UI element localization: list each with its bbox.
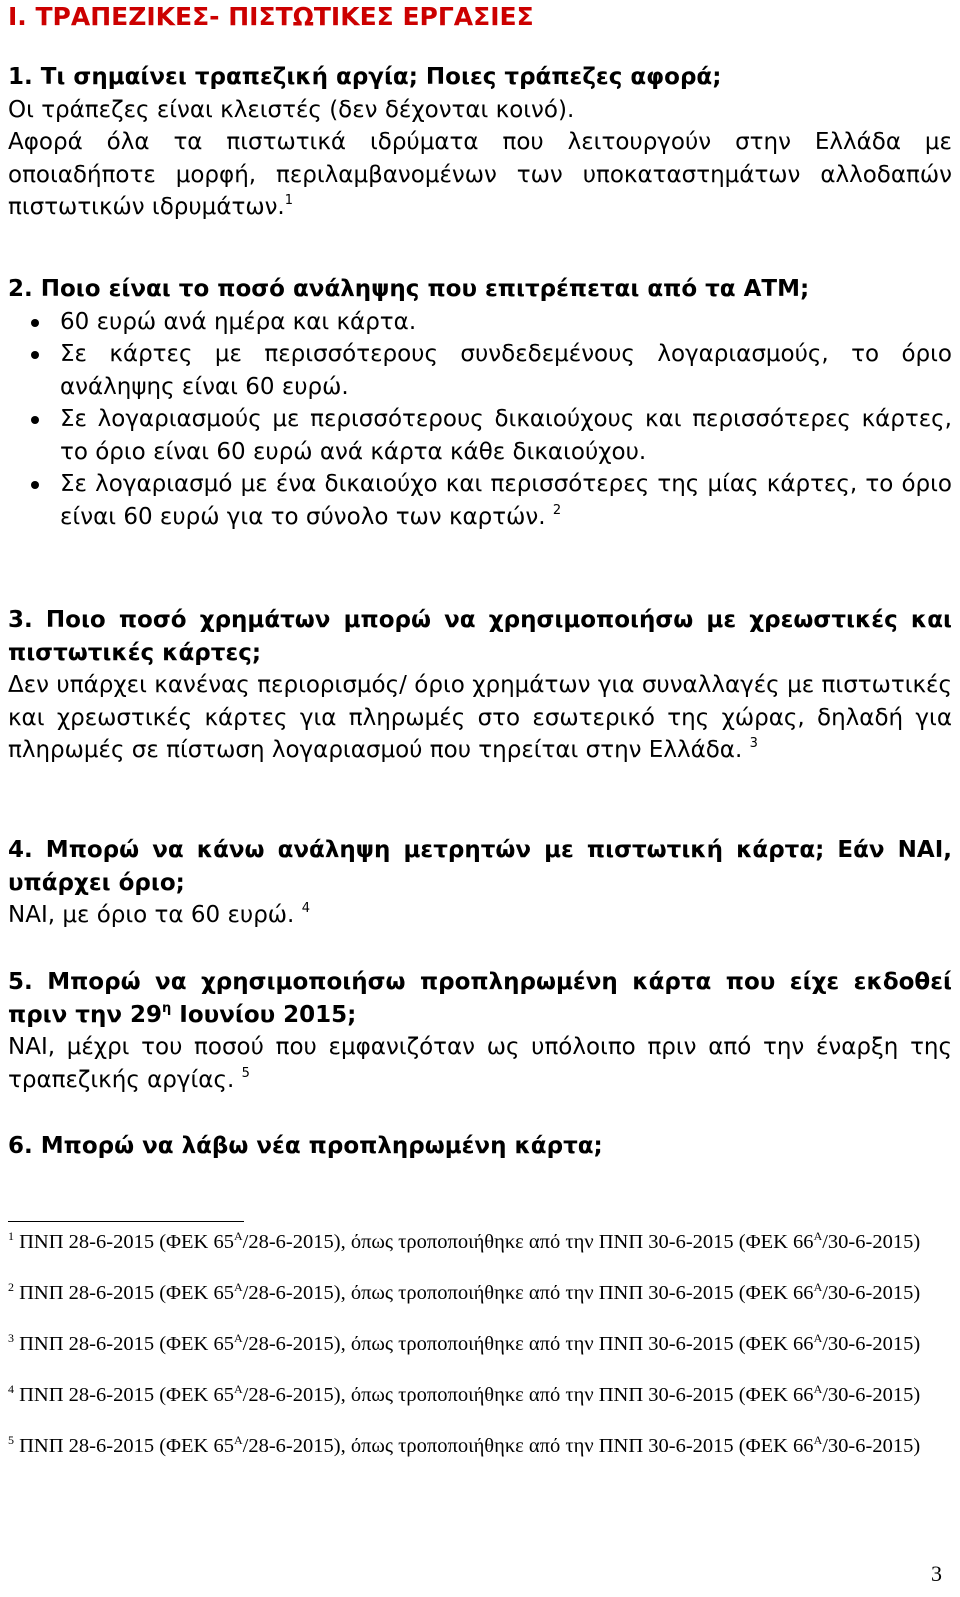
footnote-number: 3	[8, 1331, 14, 1345]
footnote-text: ΠΝΠ 28-6-2015 (ΦΕΚ 65	[14, 1231, 234, 1253]
footnote-text: /28-6-2015), όπως τροποποιήθηκε από την ΠΝΠ 30-6-2015 (ΦΕΚ 66	[242, 1333, 814, 1355]
footnote-text: /30-6-2015)	[822, 1231, 921, 1253]
footnote-sup: Α	[813, 1433, 823, 1447]
footnote-separator	[8, 1221, 244, 1222]
footnote-text: /30-6-2015)	[822, 1282, 921, 1304]
faq-item-5	[8, 966, 952, 1096]
footnote-sup: Α	[813, 1280, 823, 1294]
footnote-number: 5	[8, 1433, 14, 1447]
footnote-text: /28-6-2015), όπως τροποποιήθηκε από την ΠΝΠ 30-6-2015 (ΦΕΚ 66	[242, 1282, 814, 1304]
answer-3-text: Δεν υπάρχει κανένας περιορισμός/ όριο χρημάτων για συναλλαγές με πιστωτικές και χρεωστικές κάρτες για πληρωμές στο εσωτερικό της χώρας, δηλαδή για πληρωμές σε πίστωση λογαριασμού που τηρείται στην Ελλάδα.	[8, 672, 952, 763]
section-title: I. ΤΡΑΠΕΖΙΚΕΣ- ΠΙΣΤΩΤΙΚΕΣ ΕΡΓΑΣΙΕΣ	[8, 2, 534, 31]
bullet-icon	[31, 351, 39, 359]
footnote-text: ΠΝΠ 28-6-2015 (ΦΕΚ 65	[14, 1282, 234, 1304]
question-6: 6. Μπορώ να λάβω νέα προπληρωμένη κάρτα;	[8, 1133, 603, 1159]
footnote-1	[8, 1230, 952, 1256]
question-5-text-end: Ιουνίου 2015;	[171, 1001, 357, 1028]
bullet-icon	[31, 481, 39, 489]
list-item	[8, 306, 952, 339]
footnote-text: /30-6-2015)	[822, 1333, 921, 1355]
footnote-number: 1	[8, 1229, 14, 1243]
faq-item-3	[8, 604, 952, 767]
answer-5	[8, 1031, 952, 1096]
footnote-text: /30-6-2015)	[822, 1384, 921, 1406]
footnote-5	[8, 1434, 952, 1460]
list-item	[8, 403, 952, 468]
footnote-sup: Α	[233, 1331, 243, 1345]
answer-1-line-2	[8, 126, 952, 224]
footnote-3	[8, 1332, 952, 1358]
footnote-4	[8, 1383, 952, 1409]
faq-item-6	[8, 1130, 952, 1163]
answer-3	[8, 669, 952, 767]
question-3: 3. Ποιο ποσό χρημάτων μπορώ να χρησιμοποιήσω με χρεωστικές και πιστωτικές κάρτες;	[8, 607, 952, 666]
list-item	[8, 338, 952, 403]
question-5-text: 5. Μπορώ να χρησιμοποιήσω προπληρωμένη κάρτα που είχε εκδοθεί πριν την 29	[8, 969, 952, 1028]
answer-1-text: Αφορά όλα τα πιστωτικά ιδρύματα που λειτουργούν στην Ελλάδα με οποιαδήποτε μορφή, περιλαμβανομένων των υποκαταστημάτων αλλοδαπών πιστωτικών ιδρυμάτων.	[8, 129, 952, 220]
list-item-text: Σε λογαριασμό με ένα δικαιούχο και περισσότερες της μίας κάρτες, το όριο είναι 60 ευρώ για το σύνολο των καρτών.	[60, 471, 952, 530]
footnote-number: 4	[8, 1382, 14, 1396]
question-4: 4. Μπορώ να κάνω ανάληψη μετρητών με πιστωτική κάρτα; Εάν ΝΑΙ, υπάρχει όριο;	[8, 837, 952, 896]
footnote-text: /28-6-2015), όπως τροποποιήθηκε από την ΠΝΠ 30-6-2015 (ΦΕΚ 66	[242, 1231, 814, 1253]
answer-4	[8, 899, 952, 932]
footnote-ref-4: 4	[301, 901, 310, 916]
bullet-icon	[31, 416, 39, 424]
footnote-ref-2: 2	[552, 502, 562, 518]
footnote-sup: Α	[233, 1229, 243, 1243]
footnote-sup: Α	[813, 1331, 823, 1345]
list-item	[8, 468, 952, 533]
question-1: 1. Τι σημαίνει τραπεζική αργία; Ποιες τράπεζες αφορά;	[8, 64, 722, 90]
footnote-sup: Α	[813, 1382, 823, 1396]
faq-item-2	[8, 273, 952, 533]
footnote-text: ΠΝΠ 28-6-2015 (ΦΕΚ 65	[14, 1435, 234, 1457]
answer-1-line-1: Οι τράπεζες είναι κλειστές (δεν δέχονται κοινό).	[8, 96, 575, 123]
footnote-ref-5: 5	[241, 1065, 250, 1081]
answer-4-text: ΝΑΙ, με όριο τα 60 ευρώ.	[8, 902, 295, 928]
footnote-number: 2	[8, 1280, 14, 1294]
footnote-ref-3: 3	[749, 736, 758, 751]
atm-limit-list	[8, 306, 952, 534]
footnote-text: /28-6-2015), όπως τροποποιήθηκε από την ΠΝΠ 30-6-2015 (ΦΕΚ 66	[242, 1435, 814, 1457]
list-item-text: 60 ευρώ ανά ημέρα και κάρτα.	[60, 308, 417, 335]
question-2: 2. Ποιο είναι το ποσό ανάληψης που επιτρέπεται από τα ΑΤΜ;	[8, 276, 810, 302]
footnote-ref-1: 1	[284, 193, 294, 208]
footnote-sup: Α	[233, 1382, 243, 1396]
footnote-sup: Α	[233, 1280, 243, 1294]
footnote-text: ΠΝΠ 28-6-2015 (ΦΕΚ 65	[14, 1333, 234, 1355]
footnote-text: /28-6-2015), όπως τροποποιήθηκε από την ΠΝΠ 30-6-2015 (ΦΕΚ 66	[242, 1384, 814, 1406]
bullet-icon	[31, 319, 39, 327]
footnote-sup: Α	[813, 1229, 823, 1243]
answer-5-text: ΝΑΙ, μέχρι του ποσού που εμφανιζόταν ως υπόλοιπο πριν από την έναρξη της τραπεζικής αργίας.	[8, 1034, 952, 1093]
ordinal-suffix: η	[162, 1000, 172, 1016]
list-item-text: Σε κάρτες με περισσότερους συνδεδεμένους λογαριασμούς, το όριο ανάληψης είναι 60 ευρώ.	[60, 341, 952, 400]
list-item-text: Σε λογαριασμούς με περισσότερους δικαιούχους και περισσότερες κάρτες, το όριο είναι 60 ευρώ ανά κάρτα κάθε δικαιούχου.	[60, 406, 952, 465]
footnote-text: ΠΝΠ 28-6-2015 (ΦΕΚ 65	[14, 1384, 234, 1406]
question-5	[8, 966, 952, 1031]
footnote-sup: Α	[233, 1433, 243, 1447]
page-number: 3	[931, 1561, 942, 1586]
faq-item-4	[8, 834, 952, 932]
faq-item-1	[8, 61, 952, 224]
footnote-2	[8, 1281, 952, 1307]
footnote-text: /30-6-2015)	[822, 1435, 921, 1457]
